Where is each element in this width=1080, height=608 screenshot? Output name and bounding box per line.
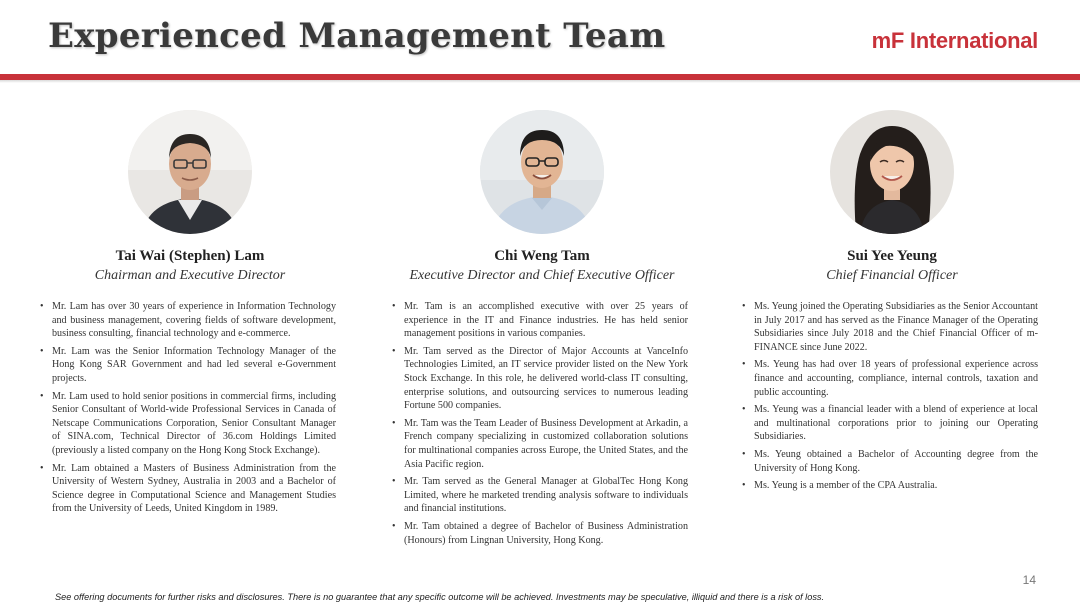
- executive-card-tam: [392, 110, 692, 551]
- bio-item: • Mr. Tam was the Team Leader of Business Development at Arkadin, a French company specializing in customized collaboration solutions for multinational companies across Europe, the United States, and the Asia Pacific region.: [404, 417, 688, 471]
- company-logo: mF International: [871, 28, 1038, 53]
- page-number: 14: [1022, 573, 1036, 587]
- bio-item: • Mr. Lam has over 30 years of experience in Information Technology and business management, covering fields of software development, business consulting, financial technology and e-commerce.: [52, 300, 336, 341]
- executive-name: Tai Wai (Stephen) Lam: [115, 248, 265, 264]
- bio-item: • Mr. Lam obtained a Masters of Business Administration from the University of Western Sydney, Australia in 2003 and a Bachelor of Science degree in Computational Science and Management Studies from the University of Leeds, United Kingdom in 1989.: [52, 462, 336, 516]
- bio-list: [40, 300, 340, 516]
- portrait-yeung-image: [830, 110, 954, 234]
- portrait-photo-tam: [480, 110, 604, 234]
- bio-item: • Mr. Tam obtained a degree of Bachelor of Business Administration (Honours) from Lingnan University, Hong Kong.: [404, 520, 688, 547]
- bio-item: • Ms. Yeung has had over 18 years of professional experience across finance and accounting, compliance, internal controls, taxation and public accounting.: [754, 358, 1038, 399]
- bio-item: • Mr. Lam was the Senior Information Technology Manager of the Hong Kong SAR Government and had led several e-Government projects.: [52, 345, 336, 386]
- bio-item: • Mr. Tam served as the General Manager at GlobalTec Hong Kong Limited, where he marketed trending analysis software to individuals and financial institutions.: [404, 475, 688, 516]
- executive-card-yeung: [742, 110, 1042, 497]
- bio-item: • Mr. Tam is an accomplished executive with over 25 years of experience in the IT and Finance industries. He has held senior management positions in various companies.: [404, 300, 688, 341]
- executive-role: Chief Financial Officer: [826, 268, 958, 283]
- page-title: Experienced Management Team: [48, 16, 666, 56]
- executive-card-lam: [40, 110, 340, 520]
- bio-item: • Ms. Yeung joined the Operating Subsidiaries as the Senior Accountant in July 2017 and has served as the Finance Manager of the Operating Subsidiaries since July 2018 and the Chief Financial Officer of m-FINANCE since June 2022.: [754, 300, 1038, 354]
- executive-name: Chi Weng Tam: [494, 248, 590, 264]
- bio-item: • Ms. Yeung obtained a Bachelor of Accounting degree from the University of Hong Kong.: [754, 448, 1038, 475]
- bio-list: [392, 300, 692, 547]
- portrait-lam-image: [128, 110, 252, 234]
- bio-item: • Mr. Lam used to hold senior positions in commercial firms, including Senior Consultant of World-wide Professional Services in Canada of Netscape Communications Corporation, Senior Consultant Manager of SINA.com, Technical Director of 36.com Holdings Limited (previously a listed company on the Hong Kong Stock Exchange).: [52, 390, 336, 458]
- bio-item: • Ms. Yeung was a financial leader with a blend of experience at local and multinational corporations prior to joining our Operating Subsidiaries.: [754, 403, 1038, 444]
- executive-role: Executive Director and Chief Executive Officer: [409, 268, 675, 283]
- footer-disclaimer: See offering documents for further risks and disclosures. There is no guarantee that any specific outcome will be achieved. Investments may be speculative, illiquid and there is a risk of loss.: [55, 592, 825, 602]
- executive-name: Sui Yee Yeung: [847, 248, 937, 264]
- header-divider-shadow: [0, 80, 1080, 83]
- bio-list: [742, 300, 1042, 493]
- portrait-photo-lam: [128, 110, 252, 234]
- bio-item: • Ms. Yeung is a member of the CPA Australia.: [754, 479, 1038, 493]
- portrait-tam-image: [480, 110, 604, 234]
- executive-role: Chairman and Executive Director: [94, 268, 286, 283]
- portrait-photo-yeung: [830, 110, 954, 234]
- bio-item: • Mr. Tam served as the Director of Major Accounts at VanceInfo Technologies Limited, an IT service provider listed on the New York Stock Exchange. In this role, he delivered world-class IT consulting, enterprise solutions, and outsourcing services to numerous leading Fortune 500 companies.: [404, 345, 688, 413]
